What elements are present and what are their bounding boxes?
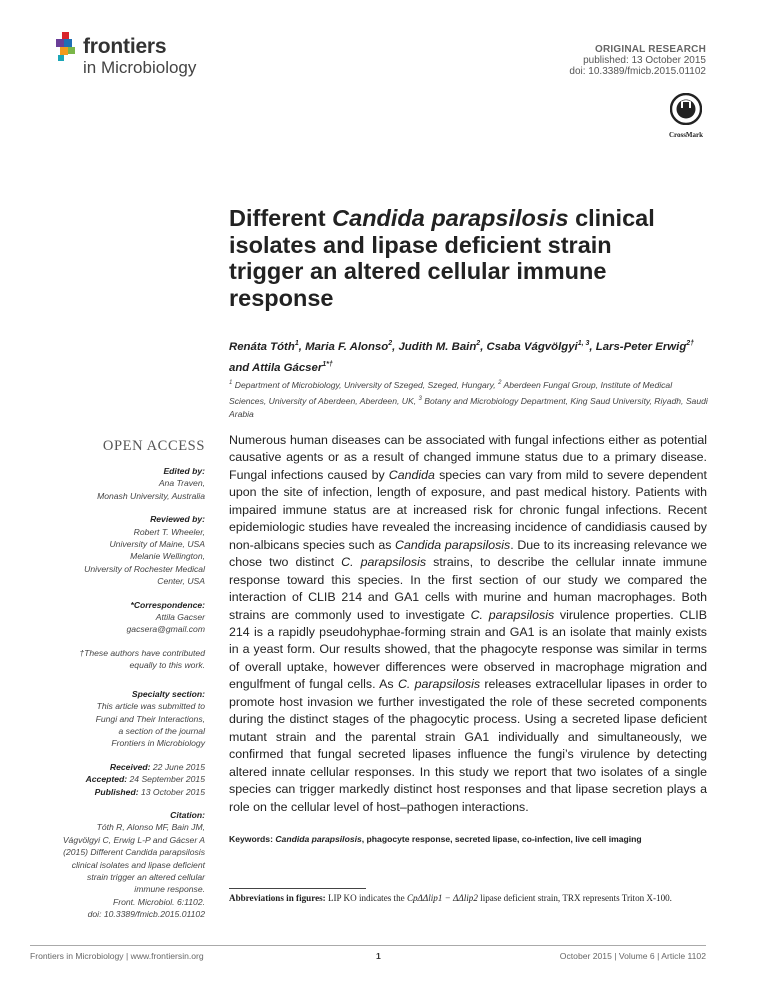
abbreviations-note: Abbreviations in figures: LIP KO indicates the CpΔΔlip1 − ΔΔlip2 lipase deficient strain, TRX represents Triton X-100. bbox=[229, 893, 672, 903]
footer-journal[interactable]: Frontiers in Microbiology | www.frontiersin.org bbox=[30, 951, 204, 961]
journal-name-frontiers: frontiers bbox=[83, 35, 167, 58]
title-italic: Candida parapsilosis bbox=[332, 205, 569, 231]
title-part2: clinical isolates and lipase deficient strain trigger an altered cellular immune response bbox=[229, 205, 655, 311]
article-info-sidebar bbox=[30, 465, 205, 932]
footer-divider bbox=[30, 945, 706, 946]
footnote-divider bbox=[229, 888, 366, 889]
article-type: ORIGINAL RESEARCH bbox=[594, 44, 706, 55]
crossmark-icon bbox=[670, 93, 702, 125]
keywords: Keywords: Candida parapsilosis, phagocyte response, secreted lipase, co-infection, live cell imaging bbox=[229, 834, 642, 844]
specialty-section: Specialty section: This article was submitted to Fungi and Their Interactions, a section of the journal Frontiers in Microbiology bbox=[95, 688, 205, 749]
author[interactable]: Lars-Peter Erwig$^{2\dagger}$ bbox=[595, 340, 695, 353]
equal-contribution-note: †These authors have contributed equally to this work. bbox=[79, 647, 205, 671]
article-header-meta bbox=[569, 44, 706, 77]
author[interactable]: and Attila Gácser$^{1*\dagger}$ bbox=[229, 360, 333, 374]
article-title bbox=[229, 205, 669, 311]
correspondence-email[interactable]: gacsera@gmail.com bbox=[126, 624, 205, 635]
author[interactable]: Renáta Tóth$^1$, bbox=[229, 340, 306, 353]
author[interactable]: Judith M. Bain$^2$, bbox=[398, 340, 487, 353]
reviewed-by: Reviewed by: Robert T. Wheeler, University of Maine, USA Melanie Wellington, University of Rochester Medical Center, USA bbox=[84, 514, 205, 587]
author-list bbox=[229, 335, 709, 377]
page-number: 1 bbox=[376, 951, 381, 961]
footer-issue: October 2015 | Volume 6 | Article 1102 bbox=[559, 951, 706, 961]
citation-doi[interactable]: doi: 10.3389/fmicb.2015.01102 bbox=[87, 909, 205, 920]
published-date: published: 13 October 2015 bbox=[583, 55, 706, 66]
author[interactable]: Maria F. Alonso$^2$, bbox=[305, 340, 399, 353]
correspondence: *Correspondence: Attila Gacser gacsera@gmail.com bbox=[30, 599, 205, 636]
open-access-label: OPEN ACCESS bbox=[102, 438, 205, 454]
article-doi[interactable]: doi: 10.3389/fmicb.2015.01102 bbox=[569, 66, 706, 77]
abstract-text: Numerous human diseases can be associated with fungal infections either as potential causative agents or as a result of changed immune status due to a primary disease. Fungal infections caused by Candida species can vary from mild to severe dependent upon the site of infection, length of exposure, and past medical history. Patients with impaired immune status are at increased risk for chronic fungal infections. Recent epidemiologic studies have revealed the increasing incidence of candidiasis caused by non-albicans species such as Candida parapsilosis. Due to its increasing relevance we chose two distinct C. parapsilosis strains, to describe the cellular innate immune response toward this species. In the first section of our study we compared the interaction of CLIB 214 and GA1 cells with murine and human macrophages. Both strains are commonly used to investigate C. parapsilosis virulence properties. CLIB 214 is a rapidly pseudohyphae-forming strain and GA1 is an isolate that mainly exists in a yeast form. Our results showed, that the phagocyte response was similar in terms of overall uptake, however differences were observed in macrophage migration and engulfment of fungal cells. As C. parapsilosis releases extracellular lipases in order to promote host invasion we further investigated the role of these secreted components during the distinct stages of the phagocytic process. Using a secreted lipase deficient mutant strain and the parental strain GA1 individually and simultaneously, we confirmed that fungal secreted lipases influence the fungi’s virulence by detecting altered innate cellular responses. In this study we report that two isolates of a single species can trigger markedly distinct host responses and that lipase secretion plays a role on the cellular level of host–pathogen interactions. bbox=[229, 433, 707, 814]
frontiers-logo-mark bbox=[56, 32, 80, 62]
citation: Citation: Tóth R, Alonso MF, Bain JM, Vágvölgyi C, Erwig L-P and Gácser A (2015) Different Candida parapsilosis clinical isolates and lipase deficient strain trigger an altered cellular immune response. Front. Microbiol. 6:1102. doi: 10.3389/fmicb.2015.01102 bbox=[30, 809, 205, 921]
author[interactable]: Csaba Vágvölgyi$^{1, 3}$, bbox=[486, 340, 596, 353]
affiliations: $^1$ Department of Microbiology, University of Szeged, Szeged, Hungary, $^2$ Aberdeen Fungal Group, Institute of Medical Sciences, University of Aberdeen, Aberdeen, UK, $^3$ Botany and Microbiology Department, King Saud University, Riyadh, Saudi Arabia bbox=[229, 379, 708, 420]
article-dates: Received: 22 June 2015 Accepted: 24 September 2015 Published: 13 October 2015 bbox=[85, 761, 205, 797]
title-part1: Different bbox=[229, 205, 333, 231]
journal-name-field: in Microbiology bbox=[83, 58, 197, 77]
edited-by: Edited by: Ana Traven, Monash University, Australia bbox=[97, 466, 205, 501]
crossmark-badge[interactable] bbox=[666, 93, 706, 137]
crossmark-label: CrossMark bbox=[668, 131, 704, 139]
